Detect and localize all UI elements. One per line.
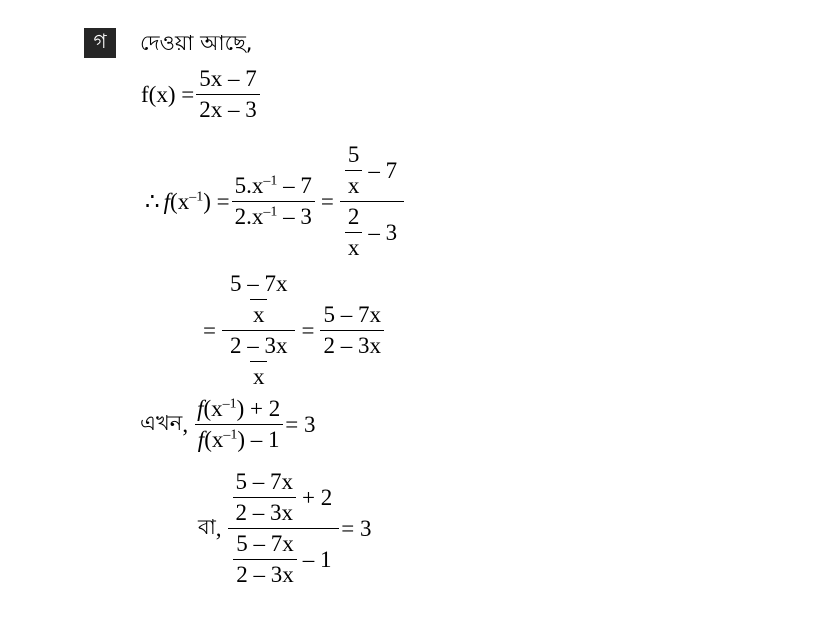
cond-f-bot: f	[197, 427, 205, 453]
definition-lhs-text: f(x) =	[141, 81, 195, 107]
five-over-x	[345, 143, 363, 198]
lower-num: 2 – 3x	[229, 333, 288, 359]
big-den-den: 2 – 3x	[233, 559, 297, 587]
sub-num-b: – 7	[277, 173, 312, 199]
big-den-num: 5 – 7x	[236, 531, 294, 557]
minus-seven: – 7	[368, 157, 398, 183]
nested-fraction	[222, 272, 296, 390]
two-over-x	[345, 205, 363, 260]
definition-lhs	[141, 82, 194, 108]
compound-fraction	[340, 143, 404, 261]
comma-2: ,	[215, 515, 222, 541]
inverse-substitution-equation	[141, 143, 406, 261]
plus-two: + 2	[302, 484, 333, 510]
final-rhs: = 3	[341, 515, 372, 541]
cond-tail-bot: ) – 1	[237, 427, 280, 453]
compound-denominator	[340, 201, 404, 260]
cond-tail-top: ) + 2	[236, 396, 281, 421]
lhs-exponent: –1	[189, 189, 204, 205]
simplified-fraction	[320, 303, 384, 358]
therefore-symbol: ∴	[145, 188, 160, 214]
f-inverse-lhs	[164, 189, 230, 215]
function-symbol: f	[163, 188, 171, 214]
substituted-condition-equation	[198, 470, 372, 588]
simplification-equation	[199, 272, 386, 390]
equals-sign: =	[320, 188, 334, 214]
condition-denominator	[195, 424, 283, 452]
big-num-den: 2 – 3x	[233, 497, 297, 525]
lhs-open: (x	[170, 188, 190, 214]
cond-exp-top: –1	[222, 396, 237, 412]
or-label: বা	[198, 515, 216, 540]
big-den-subfraction	[233, 532, 297, 587]
lower-subfraction	[227, 334, 291, 389]
substituted-fraction	[232, 174, 315, 229]
definition-equation	[141, 67, 262, 122]
comma: ,	[182, 411, 189, 437]
big-num-subfraction	[233, 470, 297, 525]
compound-numerator	[340, 143, 404, 201]
cond-f-top: f	[197, 396, 204, 421]
definition-fraction	[196, 67, 260, 122]
upper-subfraction	[227, 272, 291, 327]
sub-num-exp: –1	[263, 173, 278, 189]
nested-denominator	[222, 330, 296, 389]
now-label: এখন	[140, 411, 183, 436]
minus-three: – 3	[368, 219, 398, 245]
substituted-numerator	[232, 174, 315, 201]
definition-denominator: 2x – 3	[196, 94, 260, 122]
cond-open-bot: (x	[204, 427, 224, 453]
definition-numerator: 5x – 7	[199, 66, 257, 91]
simplified-denominator: 2 – 3x	[320, 330, 384, 358]
upper-num: 5 – 7x	[229, 271, 288, 296]
nested-numerator	[222, 272, 296, 330]
leading-equals: =	[203, 317, 216, 343]
minus-one: – 1	[302, 546, 332, 572]
simplified-numerator: 5 – 7x	[323, 302, 381, 328]
sub-den-a: 2.x	[234, 204, 264, 230]
lower-den: x	[250, 361, 268, 389]
middle-equals: =	[301, 317, 315, 343]
upper-den: x	[250, 299, 268, 327]
x-under-five: x	[345, 170, 363, 198]
big-denominator	[228, 528, 338, 587]
condition-rhs: = 3	[285, 411, 316, 437]
condition-numerator	[194, 397, 283, 424]
sub-den-b: – 3	[277, 204, 312, 230]
two: 2	[347, 204, 360, 230]
given-condition-equation	[140, 397, 316, 452]
condition-fraction	[194, 397, 283, 452]
big-num-num: 5 – 7x	[235, 469, 294, 494]
lhs-close: ) =	[203, 188, 230, 214]
intro-line	[140, 27, 252, 62]
substituted-denominator	[232, 201, 315, 229]
big-numerator	[228, 470, 340, 528]
five: 5	[347, 142, 360, 167]
cond-exp-bot: –1	[223, 427, 238, 443]
sub-den-exp: –1	[263, 204, 278, 220]
section-badge: গ	[84, 28, 116, 58]
cond-open-top: (x	[203, 396, 223, 421]
x-under-two: x	[345, 232, 363, 260]
sub-num-a: 5.x	[234, 173, 264, 199]
big-fraction	[228, 470, 340, 588]
intro-text: দেওয়া আছে,	[140, 31, 253, 55]
